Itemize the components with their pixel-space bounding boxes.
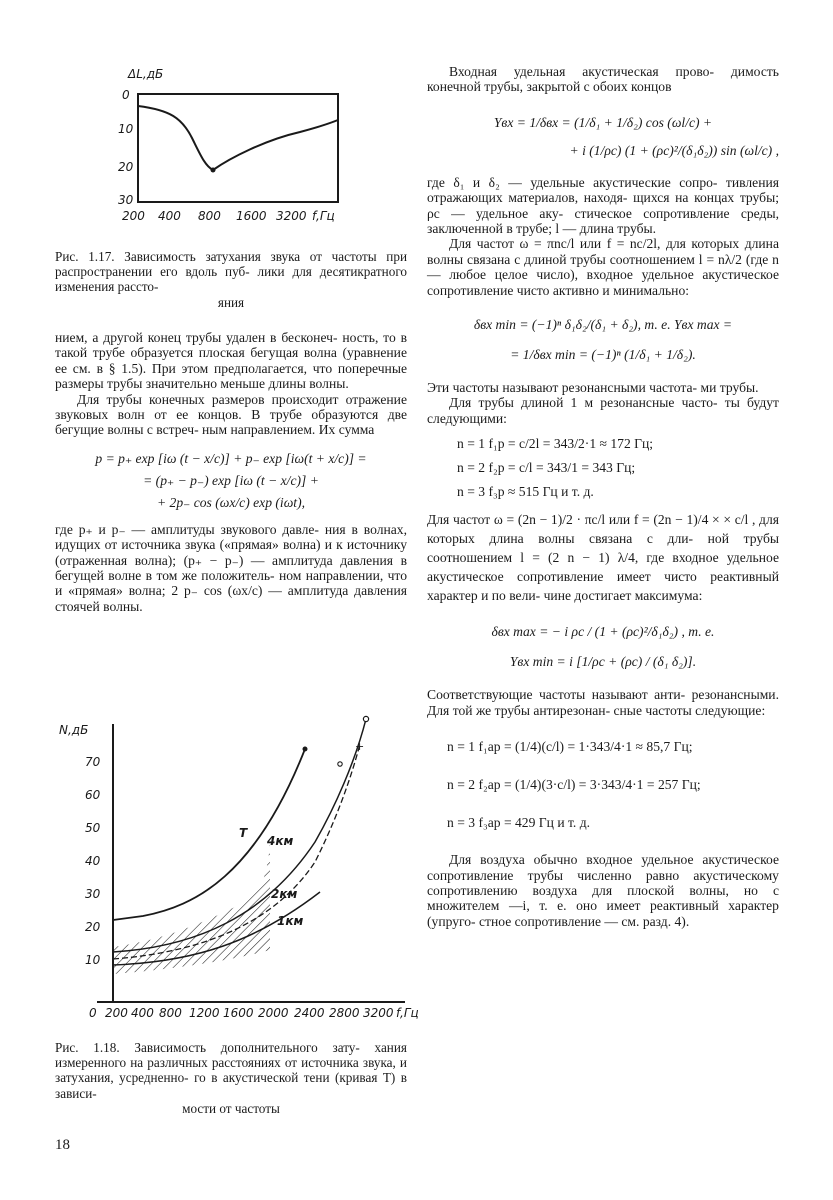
equation-min-impedance: δвх min = (−1)ⁿ δ₁δ₂/(δ₁ + δ₂), т. е. Yвх max = = 1/δвх min = (−1)ⁿ (1/δ₁ + 1/δ₂). — [473, 317, 733, 363]
paragraph: Для трубы конечных размеров происходит отражение звуковых волн от ее концов. В трубе образуются две бегущие волны с встреч- ным направлением. Их сумма — [55, 391, 407, 438]
fig118-ytick: 30 — [85, 887, 101, 901]
paragraph: Соответствующие частоты называют анти- резонансными. Для той же трубы антирезонан- сные частоты следующие: — [427, 687, 779, 718]
fig118-ytick: 50 — [85, 821, 101, 835]
antiresonance-item: n = 2 f₂ар = (1/4)(3·c/l) = 3·343/4·1 = 257 Гц; — [447, 777, 701, 793]
fig117-xtick: 400 — [158, 209, 181, 223]
fig118-point-4km — [363, 716, 368, 721]
caption-line: лики для десятикратного изменения рассто- — [55, 264, 407, 295]
fig117-ytick: 10 — [118, 122, 134, 136]
resonance-item: n = 1 f₁р = c/2l = 343/2·1 ≈ 172 Гц; — [457, 436, 654, 452]
caption-line: Рис. 1.18. Зависимость дополнительного зату- — [55, 1040, 360, 1055]
fig118-ytick: 20 — [85, 920, 101, 934]
resonance-list — [457, 432, 779, 504]
fig118-label-T: T — [239, 826, 248, 840]
caption-line: го в акустической тени (кривая T) в зависи- — [55, 1070, 408, 1101]
caption-line: от источника звука, и затухания, усредненно- — [55, 1055, 407, 1086]
fig118-caption — [55, 1040, 407, 1116]
equation-input-admittance: Yвх = 1/δвх = (1/δ₁ + 1/δ₂) cos (ωl/c) + + i (1/ρc) (1 + (ρc)²/(δ₁δ₂)) sin (ωl/c) , — [493, 114, 779, 158]
right-text-block — [427, 64, 779, 929]
fig118-point-2km-mark: + — [355, 740, 365, 753]
fig118-point-T — [303, 747, 308, 752]
caption-line: мости от частоты — [182, 1100, 280, 1116]
fig117-xtick: 1600 — [236, 209, 267, 223]
paragraph: Для трубы длиной 1 м резонансные часто- ты будут следующими: — [427, 395, 779, 426]
fig118-xtick: 200 — [105, 1006, 128, 1020]
fig118-xtick: 400 — [131, 1006, 154, 1020]
paragraph: нием, а другой конец трубы удален в бесконеч- ность, то в такой трубе образуется плоская бегущая волна (уравнение ее см. в § 1.5). При этом предполагается, что поперечные размеры трубы значительно меньше длины волны. — [55, 330, 407, 392]
fig118-ytick: 40 — [85, 854, 101, 868]
fig117-curve — [138, 106, 338, 170]
fig117-xtick: 3200 — [276, 209, 307, 223]
fig118-xtick: 1200 — [189, 1006, 220, 1020]
fig117-ytick: 30 — [118, 193, 134, 207]
left-text-block — [55, 330, 407, 614]
resonance-item: n = 2 f₂р = c/l = 343/1 = 343 Гц; — [457, 460, 636, 476]
fig117-frame — [138, 94, 338, 202]
fig117-ytick: 0 — [122, 88, 130, 102]
fig118-label-1km: 1км — [277, 914, 304, 928]
fig118-xtick: 3200 — [363, 1006, 394, 1020]
fig118-xtick: 2800 — [329, 1006, 360, 1020]
fig118-ylabel: N,дБ — [59, 723, 89, 737]
fig118-xtick: 2400 — [294, 1006, 325, 1020]
fig117-caption — [55, 249, 407, 310]
caption-line: Рис. 1.17. Зависимость затухания звука от — [55, 249, 322, 264]
resonance-item: n = 3 f₃р ≈ 515 Гц и т. д. — [457, 484, 594, 500]
figure-1-18 — [55, 712, 425, 1024]
paragraph: Для частот ω = (2n − 1)/2 · πc/l или f = (2n − 1)/4 × × c/l , для которых длина волны связана с дли- ной трубы соотношением l = (2 n − 1) λ/4, где входное удельное акустическое сопротивление имеет чисто реактивный характер и по вели- чине достигает максимума: — [427, 512, 780, 604]
antiresonance-list — [447, 728, 779, 842]
paragraph: Для воздуха обычно входное удельное акустическое сопротивление трубы численно равно акустическому сопротивлению воздуха для плоской волны, но с множителем —i, т. е. оно имеет реактивный характер (упруго- стное сопротивление — см. разд. 4). — [427, 852, 780, 929]
equation-wave-sum: p = p₊ exp [iω (t − x/c)] + p₋ exp [iω(t + x/c)] = = (p₊ − p₋) exp [iω (t − x/c)] + + 2p₋ cos (ωx/c) exp (iωt), — [95, 450, 367, 510]
fig118-xtick: 800 — [159, 1006, 182, 1020]
fig118-ytick: 60 — [85, 788, 101, 802]
fig118-label-2km: 2км — [271, 887, 298, 901]
fig118-label-4km: 4км — [267, 834, 294, 848]
fig118-xlabel: f,Гц — [396, 1006, 419, 1020]
figure-1-17 — [100, 58, 360, 228]
caption-line: хания измеренного на различных расстояниях — [55, 1040, 407, 1071]
paragraph: Для частот ω = πnc/l или f = nc/2l, для которых длина волны связана с длиной трубы соотношением l = nλ/2 (где n — любое целое число), входное удельное акустическое сопротивление чисто активно и минимально: — [427, 236, 779, 298]
fig118-xtick: 1600 — [223, 1006, 254, 1020]
antiresonance-item: n = 1 f₁ар = (1/4)(c/l) = 1·343/4·1 ≈ 85,7 Гц; — [447, 739, 693, 755]
paragraph: где δ₁ и δ₂ — удельные акустические сопро- тивления отражающих материалов, находя- щихся на концах трубы; ρc — удельное аку- стическое сопротивление среды, заключенной в трубе; l — длина трубы. — [427, 174, 779, 237]
equation-max-impedance: δвх max = − i ρc / (1 + (ρc)²/δ₁δ₂) , т. е. Yвх min = i [1/ρc + (ρc) / (δ₁ δ₂)]. — [491, 624, 715, 670]
fig117-ytick: 20 — [118, 160, 134, 174]
antiresonance-item: n = 3 f₃ар = 429 Гц и т. д. — [447, 815, 591, 831]
fig118-ytick: 70 — [85, 755, 101, 769]
fig117-ylabel: ΔL,дБ — [128, 67, 164, 81]
fig117-xlabel: f,Гц — [312, 209, 335, 223]
paragraph: Эти частоты называют резонансными частота- ми трубы. — [427, 380, 759, 396]
paragraph: где p₊ и p₋ — амплитуды звукового давле- ния в волнах, идущих от источника звука («прямая» волна) и к источнику (отраженная волна); (p₊ − p₋) — амплитуда давления в бегущей волне в том же положитель- ном направлении, что и «прямая» волна; 2 p₋ cos (ωx/c) — амплитуда давления стоячей волны. — [55, 521, 408, 614]
fig117-min-point — [211, 168, 216, 173]
caption-line: яния — [217, 294, 245, 310]
caption-line: частоты при распространении его вдоль пуб- — [55, 249, 408, 280]
fig118-hatched-region — [113, 842, 270, 974]
fig117-xtick: 800 — [198, 209, 221, 223]
page-number: 18 — [55, 1137, 70, 1153]
fig118-xtick: 2000 — [258, 1006, 289, 1020]
fig118-ytick: 10 — [85, 953, 101, 967]
fig118-point-4km-mid — [338, 762, 342, 766]
paragraph: Входная удельная акустическая прово- димость конечной трубы, закрытой с обоих концов — [427, 64, 779, 95]
fig117-xtick: 200 — [122, 209, 145, 223]
fig118-xtick: 0 — [89, 1006, 97, 1020]
